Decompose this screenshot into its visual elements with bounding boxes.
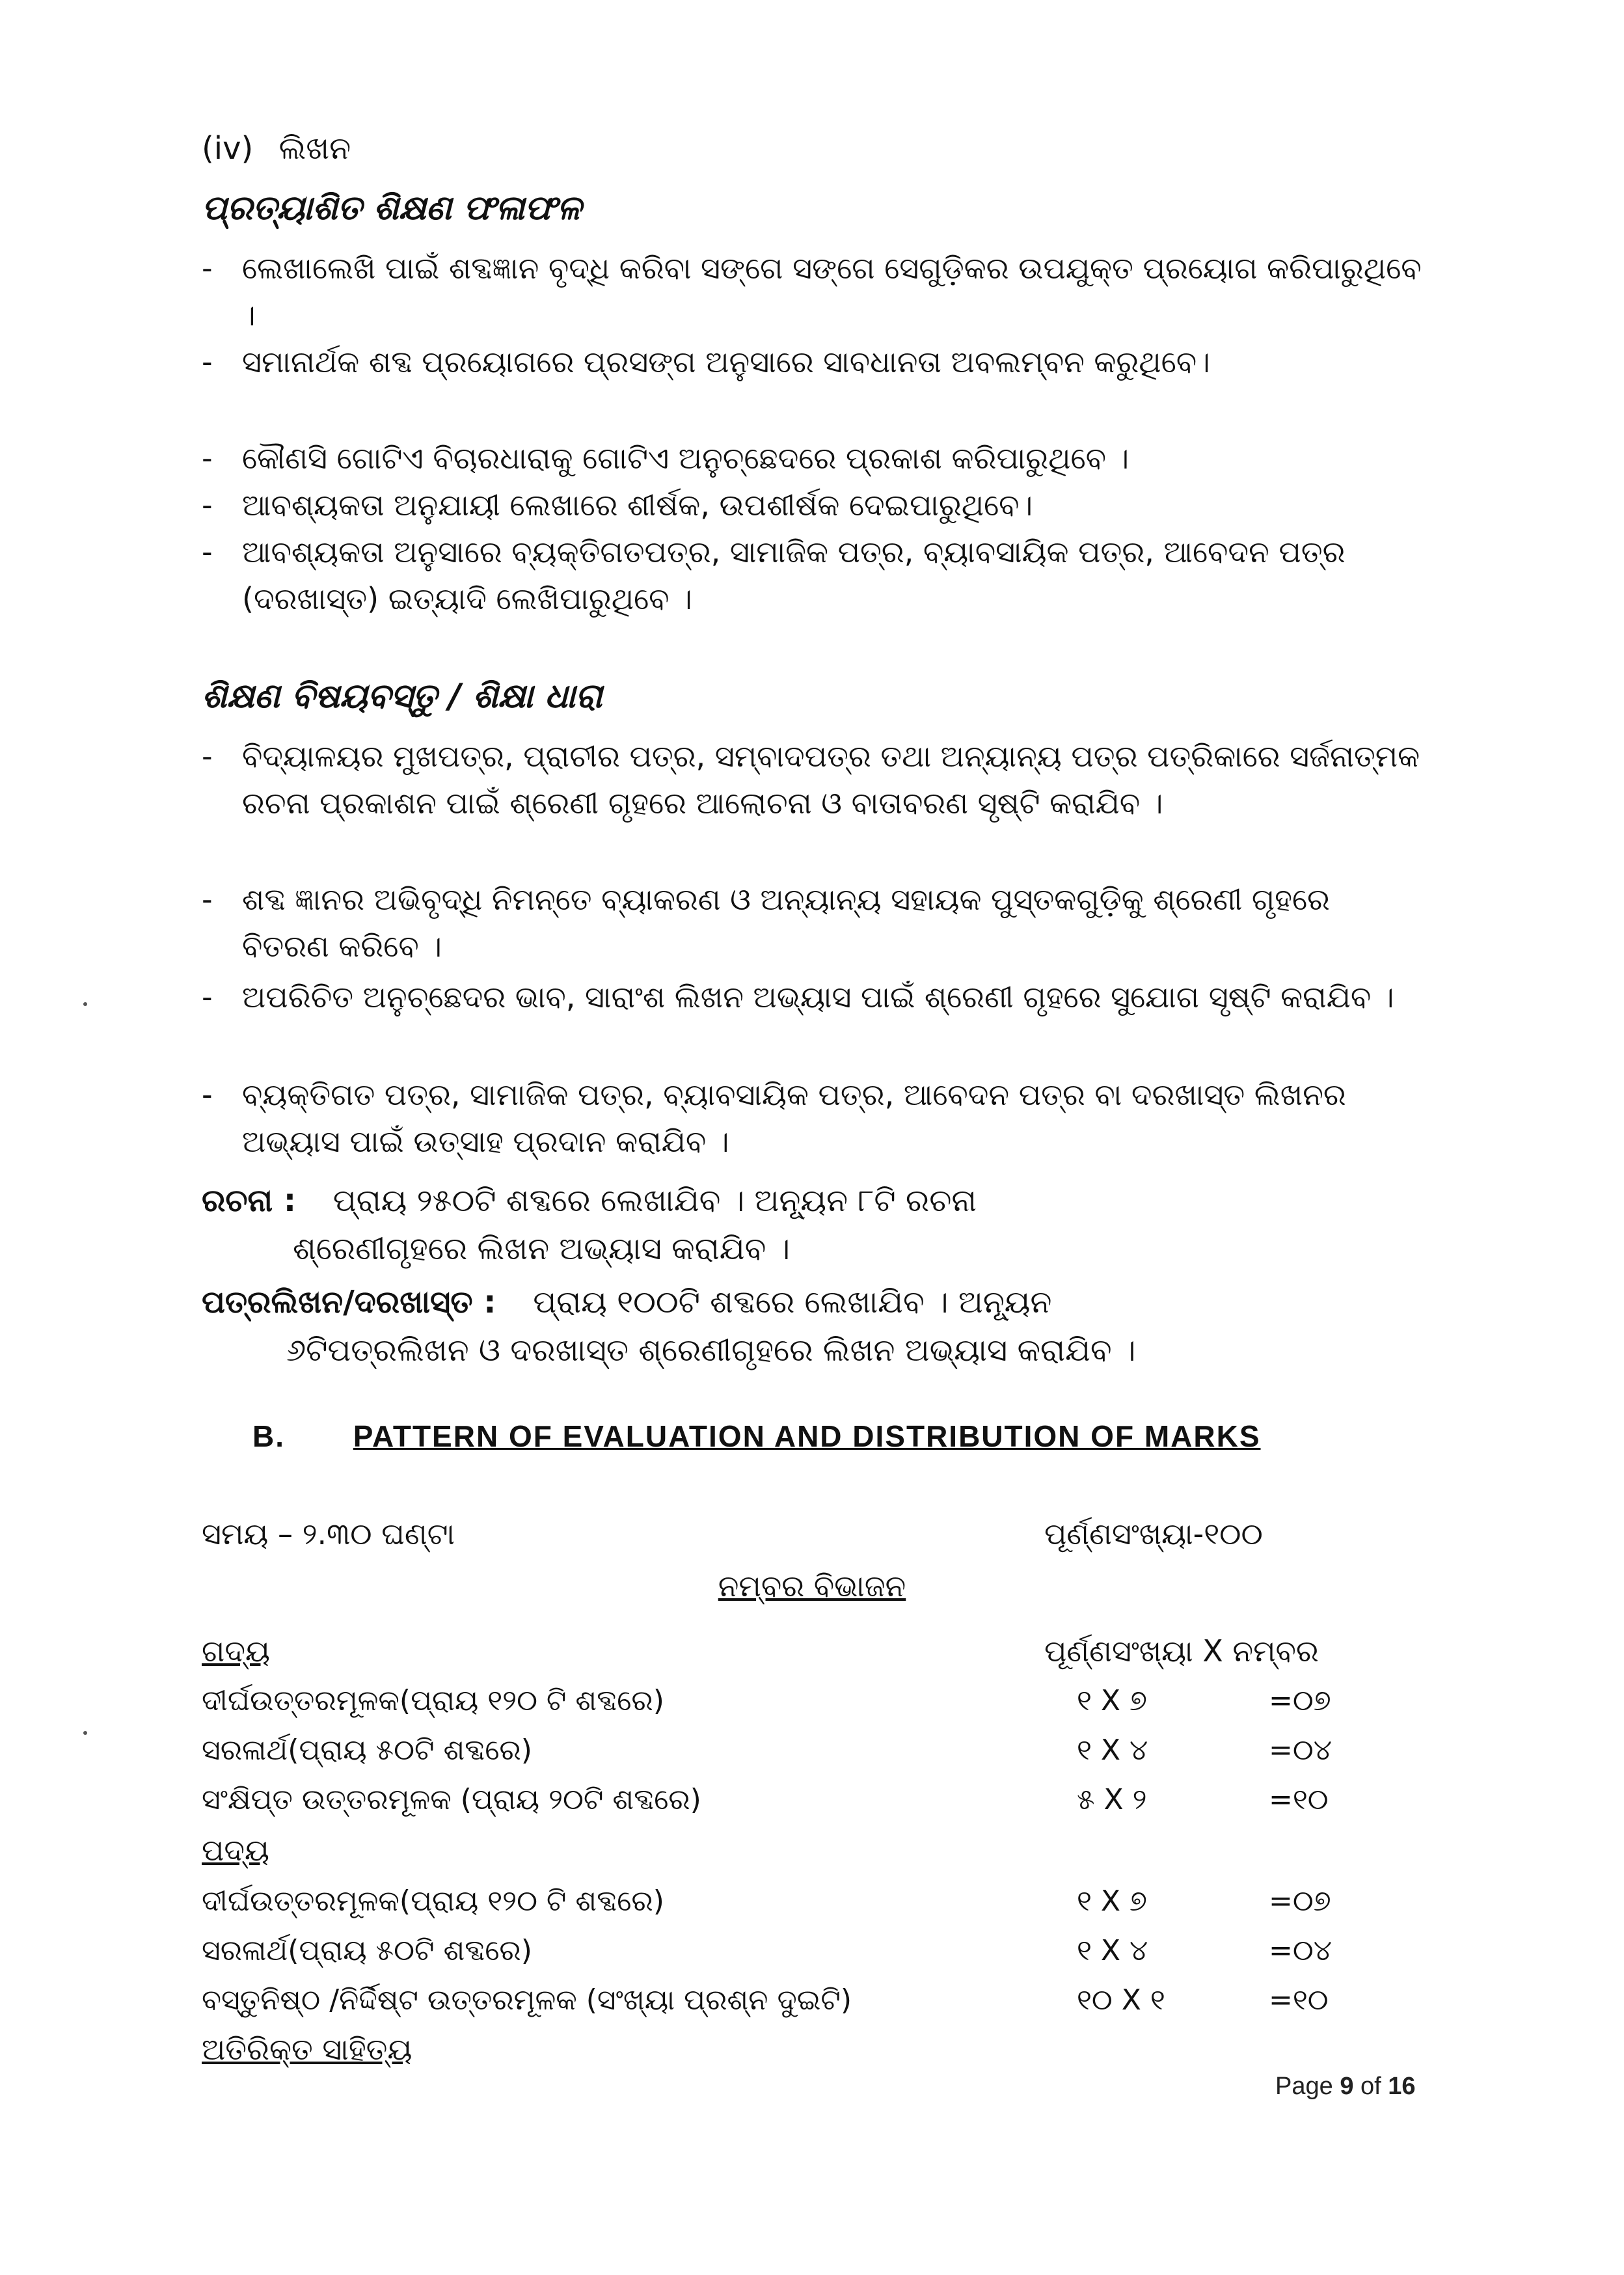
marks-row [202, 1983, 1347, 2024]
row-name: ଦୀର୍ଘଉତ୍ତରମୂଳକ(ପ୍ରାୟ ୧୨୦ ଟି ଶବ୍ଦରେ) [202, 1684, 664, 1717]
row-name: ସରଳାର୍ଥ(ପ୍ରାୟ ୫୦ଟି ଶବ୍ଦରେ) [202, 1934, 532, 1967]
list-dash: - [202, 251, 213, 286]
padya-title: ପଦ୍ୟ [202, 1832, 270, 1868]
content-heading: ଶିକ୍ଷଣ ବିଷୟବସ୍ତୁ / ଶିକ୍ଷା ଧାରା [202, 677, 602, 716]
scan-speck [83, 1731, 87, 1735]
outcomes-heading: ପ୍ରତ୍ୟାଶିତ ଶିକ୍ଷଣ ଫଳାଫଳ [202, 189, 582, 228]
section-heading [202, 130, 351, 167]
rachana-block [202, 1177, 1425, 1273]
row-total: =୦୪ [1269, 1734, 1332, 1767]
outcome-item [202, 245, 1425, 338]
content-item [202, 974, 1425, 1020]
outcome-text: ସମାନାର୍ଥକ ଶବ୍ଦ ପ୍ରୟୋଗରେ ପ୍ରସଙ୍ଗ ଅନୁସାରେ ସାବଧାନତା ଅବଲମ୍ବନ କରୁଥିବେ। [242, 344, 1210, 379]
row-total: =୦୭ [1269, 1684, 1331, 1717]
page-prefix: Page [1275, 2073, 1333, 2100]
gadya-title: ଗଦ୍ୟ [202, 1633, 270, 1669]
row-calc: ୧ X ୪ [1077, 1734, 1148, 1767]
list-dash: - [202, 344, 213, 379]
patra-label: ପତ୍ରଲିଖନ/ଦରଖାସ୍ତ : [202, 1284, 496, 1320]
patra-line2: ୬ଟିପତ୍ରଲିଖନ ଓ ଦରଖାସ୍ତ ଶ୍ରେଣୀଗୃହରେ ଲିଖନ ଅଭ୍ୟାସ କରାଯିବ । [286, 1332, 1136, 1369]
row-calc: ୧ X ୪ [1077, 1934, 1148, 1967]
row-total: =୧୦ [1269, 1783, 1329, 1816]
list-dash: - [202, 441, 213, 476]
patra-block [202, 1278, 1425, 1374]
patra-line1: ପ୍ରାୟ ୧୦୦ଟି ଶବ୍ଦରେ ଲେଖାଯିବ । ଅନ୍ୟୂନ [533, 1284, 1052, 1320]
page-total: 16 [1388, 2073, 1416, 2100]
page-number [1275, 2073, 1416, 2101]
column-header: ପୂର୍ଣ୍ଣସଂଖ୍ୟା X ନମ୍ବର [1044, 1633, 1319, 1669]
content-item [202, 1071, 1425, 1165]
marks-row [202, 1934, 1347, 1974]
marks-row [202, 1684, 1347, 1724]
row-calc: ୧ X ୭ [1077, 1885, 1147, 1918]
row-total: =୦୭ [1269, 1885, 1331, 1918]
list-dash: - [202, 882, 213, 917]
section-b-heading [252, 1419, 1261, 1454]
outcome-text: ଲେଖାଲେଖି ପାଇଁ ଶବ୍ଦଜ୍ଞାନ ବୃଦ୍ଧି କରିବା ସଙ୍ଗେ ସଙ୍ଗେ ସେଗୁଡ଼ିକର ଉପଯୁକ୍ତ ପ୍ରୟୋଗ କରିପାରୁଥିବେ । [242, 251, 1422, 333]
page-current: 9 [1340, 2073, 1354, 2100]
list-dash: - [202, 979, 213, 1015]
content-text: ବ୍ୟକ୍ତିଗତ ପତ୍ର, ସାମାଜିକ ପତ୍ର, ବ୍ୟାବସାୟିକ ପତ୍ର, ଆବେଦନ ପତ୍ର ବା ଦରଖାସ୍ତ ଲିଖନର ଅଭ୍ୟାସ ପାଇଁ ଉତ୍ସାହ ପ୍ରଦାନ କରାଯିବ । [242, 1077, 1346, 1159]
distribution-title: ନମ୍ବର ବିଭାଜନ [718, 1568, 906, 1603]
content-item [202, 733, 1425, 826]
section-b-title: PATTERN OF EVALUATION AND DISTRIBUTION OF MARKS [353, 1419, 1261, 1453]
outcome-item [202, 482, 1425, 528]
list-dash: - [202, 487, 213, 523]
row-name: ସଂକ୍ଷିପ୍ତ ଉତ୍ତରମୂଳକ (ପ୍ରାୟ ୨୦ଟି ଶବ୍ଦରେ) [202, 1783, 701, 1816]
atirikta-title: ଅତିରିକ୍ତ ସାହିତ୍ୟ [202, 2032, 413, 2067]
page-sep: of [1360, 2073, 1381, 2100]
rachana-line2: ଶ୍ରେଣୀଗୃହରେ ଲିଖନ ଅଭ୍ୟାସ କରାଯିବ । [293, 1231, 791, 1267]
content-text: ବିଦ୍ୟାଳୟର ମୁଖପତ୍ର, ପ୍ରାଚୀର ପତ୍ର, ସମ୍ବାଦପତ୍ର ତଥା ଅନ୍ୟାନ୍ୟ ପତ୍ର ପତ୍ରିକାରେ ସର୍ଜନାତ୍ମକ ରଚନା ପ୍ରକାଶନ ପାଇଁ ଶ୍ରେଣୀ ଗୃହରେ ଆଲୋଚନା ଓ ବାତାବରଣ ସୃଷ୍ଟି କରାଯିବ । [242, 739, 1420, 821]
row-calc: ୫ X ୨ [1077, 1783, 1147, 1816]
marks-row [202, 1783, 1347, 1823]
list-dash: - [202, 534, 213, 569]
section-number: (iv) [202, 130, 254, 167]
row-total: =୧୦ [1269, 1983, 1329, 2017]
outcome-item [202, 338, 1425, 385]
marks-row [202, 1885, 1347, 1925]
row-name: ସରଳାର୍ଥ(ପ୍ରାୟ ୫୦ଟି ଶବ୍ଦରେ) [202, 1734, 532, 1767]
full-marks: ପୂର୍ଣ୍ଣସଂଖ୍ୟା-୧୦୦ [1044, 1516, 1263, 1551]
scan-speck [83, 1002, 87, 1006]
content-text: ଅପରିଚିତ ଅନୁଚ୍ଛେଦର ଭାବ, ସାରାଂଶ ଲିଖନ ଅଭ୍ୟାସ ପାଇଁ ଶ୍ରେଣୀ ଗୃହରେ ସୁଯୋଗ ସୃଷ୍ଟି କରାଯିବ । [242, 979, 1394, 1015]
section-b-number: B. [252, 1419, 285, 1453]
outcome-text: ଆବଶ୍ୟକତା ଅନୁଯାୟୀ ଲେଖାରେ ଶୀର୍ଷକ, ଉପଶୀର୍ଷକ ଦେଇପାରୁଥିବେ। [242, 487, 1033, 523]
outcome-text: କୌଣସି ଗୋଟିଏ ବିଚାରଧାରାକୁ ଗୋଟିଏ ଅନୁଚ୍ଛେଦରେ ପ୍ରକାଶ କରିପାରୁଥିବେ । [242, 441, 1130, 476]
outcome-item [202, 435, 1425, 482]
row-calc: ୧୦ X ୧ [1077, 1983, 1165, 2017]
section-title: ଲିଖନ [278, 130, 351, 167]
marks-row [202, 1734, 1347, 1774]
row-name: ବସ୍ତୁନିଷ୍ଠ /ନିର୍ଦ୍ଦିଷ୍ଟ ଉତ୍ତରମୂଳକ (ସଂଖ୍ୟା ପ୍ରଶ୍ନ ଦୁଇଟି) [202, 1983, 852, 2017]
content-text: ଶବ୍ଦ ଜ୍ଞାନର ଅଭିବୃଦ୍ଧି ନିମନ୍ତେ ବ୍ୟାକରଣ ଓ ଅନ୍ୟାନ୍ୟ ସହାୟକ ପୁସ୍ତକଗୁଡ଼ିକୁ ଶ୍ରେଣୀ ଗୃହରେ ବିତରଣ କରିବେ । [242, 882, 1330, 964]
outcome-text: ଆବଶ୍ୟକତା ଅନୁସାରେ ବ୍ୟକ୍ତିଗତପତ୍ର, ସାମାଜିକ ପତ୍ର, ବ୍ୟାବସାୟିକ ପତ୍ର, ଆବେଦନ ପତ୍ର (ଦରଖାସ୍ତ) ଇତ୍ୟାଦି ଲେଖିପାରୁଥିବେ । [242, 534, 1346, 616]
rachana-line1: ପ୍ରାୟ ୨୫୦ଟି ଶବ୍ଦରେ ଲେଖାଯିବ । ଅନ୍ୟୂନ ୮ଟି ରଚନା [332, 1182, 977, 1219]
row-name: ଦୀର୍ଘଉତ୍ତରମୂଳକ(ପ୍ରାୟ ୧୨୦ ଟି ଶବ୍ଦରେ) [202, 1885, 664, 1918]
content-item [202, 876, 1425, 970]
row-total: =୦୪ [1269, 1934, 1332, 1967]
exam-time: ସମୟ – ୨.୩୦ ଘଣ୍ଟା [202, 1516, 455, 1551]
list-dash: - [202, 739, 213, 774]
rachana-label: ରଚନା : [202, 1182, 297, 1219]
outcome-item [202, 528, 1425, 622]
row-calc: ୧ X ୭ [1077, 1684, 1147, 1717]
list-dash: - [202, 1077, 213, 1112]
